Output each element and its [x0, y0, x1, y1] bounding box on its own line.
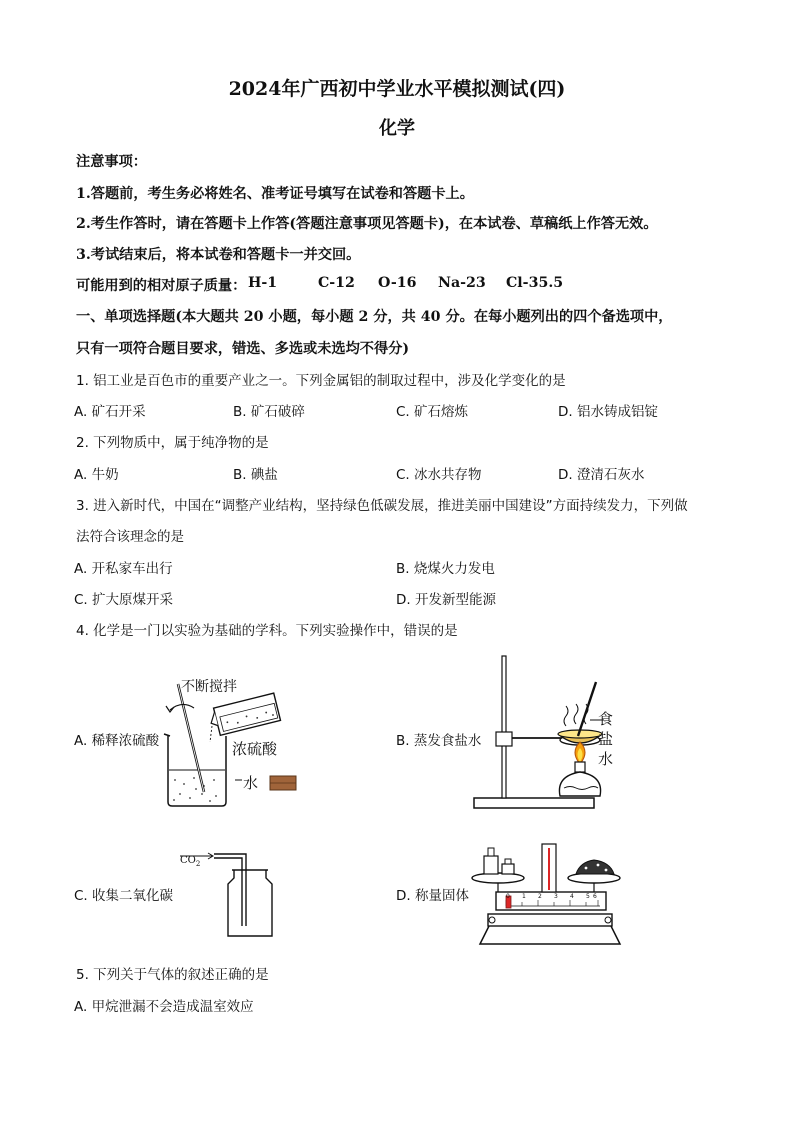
section-heading: 只有一项符合题目要求，错选、多选或未选均不得分) — [76, 341, 410, 357]
scale-tick-label: 4 — [570, 893, 574, 900]
question-stem: 5. 下列关于气体的叙述正确的是 — [76, 967, 269, 983]
atomic-mass-label: 可能用到的相对原子质量： — [76, 278, 247, 294]
subject-title: 化学 — [379, 118, 415, 139]
option-a: A. 开私家车出行 — [74, 561, 173, 577]
scale-tick-label: 6 — [593, 893, 597, 900]
figure-label: 不断搅拌 — [181, 679, 237, 695]
question-stem: 2. 下列物质中，属于纯净物的是 — [76, 435, 269, 451]
figure-balance — [470, 834, 630, 950]
option-d: D. 称量固体 — [396, 888, 469, 904]
question-stem: 1. 铝工业是百色市的重要产业之一。下列金属铝的制取过程中，涉及化学变化的是 — [76, 373, 566, 389]
notice-heading: 注意事项： — [76, 154, 147, 170]
notice-item: 2.考生作答时，请在答题卡上作答(答题注意事项见答题卡)，在本试卷、草稿纸上作答无效。 — [76, 216, 658, 232]
figure-label: 水 — [243, 774, 259, 792]
exam-title: 2024年广西初中学业水平模拟测试(四) — [228, 78, 566, 100]
atomic-mass-value: Cl-35.5 — [506, 275, 564, 291]
weight-icon — [484, 856, 498, 874]
option-c: C. 扩大原煤开采 — [74, 592, 174, 608]
atomic-mass-value: Na-23 — [438, 275, 486, 291]
notice-item: 1.答题前，考生务必将姓名、准考证号填写在试卷和答题卡上。 — [76, 186, 474, 202]
balance-base-icon — [480, 924, 620, 944]
figure-label: 食 — [598, 710, 614, 728]
figure-label: 水 — [598, 750, 614, 768]
question-stem: 3. 进入新时代，中国在“调整产业结构，坚持绿色低碳发展，推进美丽中国建设”方面持续发力，下列做 — [76, 498, 688, 514]
alcohol-lamp-icon — [559, 772, 600, 796]
option-a: A. 矿石开采 — [74, 404, 146, 420]
figure-label: $CO_2$ — [180, 855, 201, 868]
option-c: C. 冰水共存物 — [396, 467, 482, 483]
option-d: D. 澄清石灰水 — [558, 467, 645, 483]
scale-tick-label: 2 — [538, 893, 542, 900]
option-b: B. 蒸发食盐水 — [396, 733, 482, 749]
option-a: A. 牛奶 — [74, 467, 119, 483]
figure-label: 盐 — [598, 730, 614, 748]
option-b: B. 矿石破碎 — [233, 404, 305, 420]
option-a: A. 甲烷泄漏不会造成温室效应 — [74, 999, 254, 1015]
option-d: D. 铝水铸成铝锭 — [558, 404, 658, 420]
option-b: B. 烧煤火力发电 — [396, 561, 495, 577]
option-b: B. 碘盐 — [233, 467, 278, 483]
option-a: A. 稀释浓硫酸 — [74, 733, 160, 749]
section-heading: 一、单项选择题(本大题共 20 小题，每小题 2 分，共 40 分。在每小题列出的四个备选项中， — [76, 309, 673, 325]
stand-base-icon — [474, 798, 594, 808]
figure-label: 浓硫酸 — [232, 740, 278, 758]
atomic-mass-value: O-16 — [378, 275, 417, 291]
option-c: C. 矿石熔炼 — [396, 404, 469, 420]
beaker-icon — [168, 736, 226, 806]
scale-tick-label: 1 — [522, 893, 526, 900]
solid-sample-icon — [576, 860, 614, 874]
option-d: D. 开发新型能源 — [396, 592, 496, 608]
scale-tick-label: 0 — [506, 893, 510, 900]
atomic-mass-value: H-1 — [248, 275, 278, 291]
figure-evaporate — [462, 652, 612, 818]
notice-item: 3.考试结束后，将本试卷和答题卡一并交回。 — [76, 247, 361, 263]
gas-bottle-icon — [228, 870, 272, 936]
question-stem: 法符合该理念的是 — [76, 529, 184, 545]
scale-tick-label: 5 — [586, 893, 590, 900]
option-c: C. 收集二氧化碳 — [74, 888, 174, 904]
question-stem: 4. 化学是一门以实验为基础的学科。下列实验操作中，错误的是 — [76, 623, 458, 639]
scale-tick-label: 3 — [554, 893, 558, 900]
atomic-mass-value: C-12 — [318, 275, 355, 291]
